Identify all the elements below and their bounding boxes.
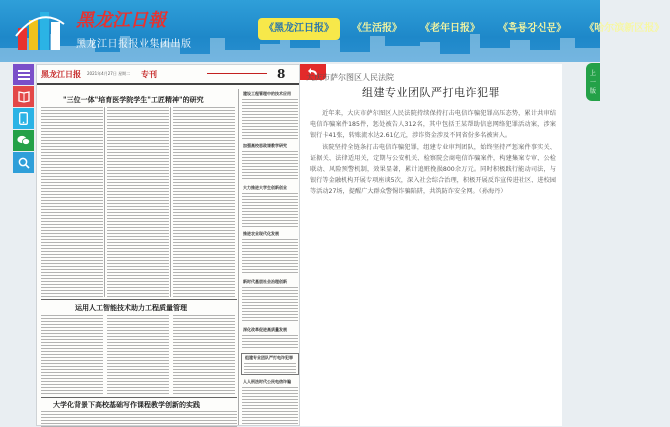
column-divider xyxy=(104,107,105,297)
article-text-block xyxy=(107,107,169,297)
chat-icon xyxy=(17,135,30,146)
headline-3[interactable]: 大学化背景下高校基础写作课程教学创新的实践 xyxy=(53,400,200,409)
publication-tabs xyxy=(258,18,670,40)
list-button[interactable] xyxy=(13,64,34,85)
article-text-block xyxy=(242,99,298,139)
publisher-subtitle: 黑龙江日报报业集团出版 xyxy=(76,39,192,50)
article-panel xyxy=(300,64,562,426)
minor-headline[interactable]: 深化改革促进高质量发展 xyxy=(243,327,287,332)
previous-page-button[interactable] xyxy=(586,63,600,101)
article-text-block xyxy=(242,287,298,323)
article-text-block xyxy=(242,239,298,275)
minor-headline[interactable]: 人人刑法时代公民电信诈骗 xyxy=(243,379,291,384)
page-logo: 黑龙江日报 xyxy=(41,69,81,79)
page-masthead xyxy=(37,65,299,85)
article-paragraph: 该院坚持全链条打击电信诈骗犯罪，组建专业审判团队，始终坚持严惩案件事实关、证据关、法律适用关，定期与公安机关、检察院会商电信诈骗案件，构建集案专审、公检联动、风险预警机制，效果显著，累计追赃挽损800余万元。同时积极践行能动司法，与银行等金融机构开展专项座谈5次，深入社会综合治理，积极开展反诈宣传进社区、进校园等活动27场，提醒广大群众警惕诈骗陷阱，共筑防诈安全网。（孙海丹） xyxy=(310,143,556,196)
masthead-rule xyxy=(207,73,267,74)
tab-heilongjiang-daily[interactable]: 《黑龙江日报》 xyxy=(258,18,340,40)
page-number: 8 xyxy=(277,67,286,81)
tab-korean-daily[interactable]: 《흑룡강신문》 xyxy=(498,23,567,34)
column-divider xyxy=(238,89,239,425)
tab-harbin-newarea[interactable]: 《哈尔滨新区报》 xyxy=(584,23,665,34)
reader-toolbar xyxy=(13,64,34,174)
article-text-block xyxy=(173,107,235,297)
book-icon xyxy=(18,91,30,102)
section-rule xyxy=(41,299,237,300)
newspaper-logo-icon[interactable] xyxy=(14,6,66,54)
article-text-block xyxy=(244,363,296,373)
article-text-block xyxy=(242,151,298,181)
article-text-block xyxy=(242,335,298,349)
minor-headline-selected[interactable]: 组建专业团队严打电诈犯罪 xyxy=(245,355,293,360)
minor-headline[interactable]: 大力推进大学生创新创业 xyxy=(243,185,287,190)
newspaper-page-image[interactable] xyxy=(36,64,300,426)
article-paragraph: 近年来，大庆市萨尔图区人民法院持续保持打击电信诈骗犯罪高压态势，累计共审结电信诈骗案件185件，惩处被告人312名，其中包括王某帮助信息网络犯罪活动案，涉案银行卡41张，转账流水达2.61亿元，涉诈资金涉及不同省份多名被害人。 xyxy=(310,110,556,140)
article-text-block xyxy=(242,193,298,227)
article-text-block xyxy=(107,315,169,395)
headline-1[interactable]: "三位一体"培育医学院学生"工匠精神"的研究 xyxy=(63,95,204,104)
site-header xyxy=(0,0,665,62)
headline-2[interactable]: 运用人工智能技术助力工程质量管理 xyxy=(75,303,187,312)
list-icon xyxy=(18,70,30,80)
minor-headline[interactable]: 新时代基层社会治理创新 xyxy=(243,279,287,284)
side-nav-char: 一 xyxy=(589,78,596,86)
side-nav-char: 上 xyxy=(589,69,596,77)
article-subtitle: 大庆市萨尔图区人民法院 xyxy=(306,73,394,82)
article-title: 组建专业团队严打电诈犯罪 xyxy=(362,86,500,99)
article-text-block xyxy=(41,315,103,395)
search-icon xyxy=(18,157,30,169)
article-body xyxy=(310,108,556,198)
newspaper-title-logo xyxy=(74,6,194,32)
tab-life-daily[interactable]: 《生活报》 xyxy=(352,23,402,34)
tab-senior-daily[interactable]: 《老年日报》 xyxy=(420,23,480,34)
article-text-block xyxy=(41,411,237,427)
page-column-name: 专刊 xyxy=(141,69,157,79)
page-date: 2021年4月27日 星期二 xyxy=(87,71,131,76)
side-nav-char: 版 xyxy=(589,87,596,95)
phone-button[interactable] xyxy=(13,108,34,129)
chat-button[interactable] xyxy=(13,130,34,151)
logo-title-text: 黑龙江日報 xyxy=(76,10,166,31)
article-text-block xyxy=(242,387,298,425)
article-text-block xyxy=(41,107,103,297)
minor-headline[interactable]: 建设工程管理中的技术应用 xyxy=(243,91,291,96)
search-button[interactable] xyxy=(13,152,34,173)
book-button[interactable] xyxy=(13,86,34,107)
column-divider xyxy=(170,107,171,297)
section-rule xyxy=(41,397,237,398)
minor-headline[interactable]: 加强高校思政课教学研究 xyxy=(243,143,287,148)
minor-headline[interactable]: 推进农业现代化发展 xyxy=(243,231,279,236)
article-text-block xyxy=(173,315,235,395)
phone-icon xyxy=(19,112,28,125)
